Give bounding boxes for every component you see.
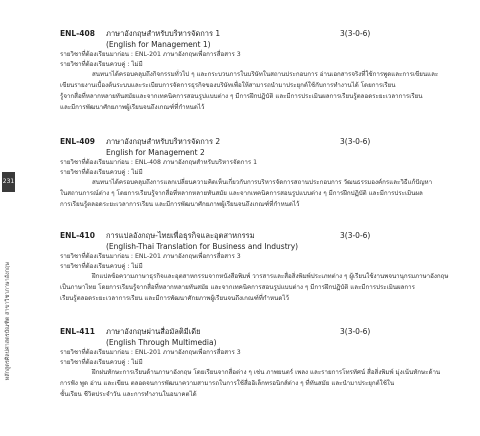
course-corequisite: รายวิชาที่ต้องเรียนควบคู่ : ไม่มี [60, 168, 143, 176]
course-block [60, 28, 452, 113]
course-title-th: ภาษาอังกฤษผ่านสื่อมัลติมีเดีย [106, 327, 201, 336]
course-description-line: ชั้นเรียน ชีวิตประจำวัน และการทำงานในอนาคตได้ [60, 391, 197, 398]
sidebar-vertical-text: หลักสูตรศิลปศาสตรบัณฑิต สาขาวิชาภาษาอังกฤษ [5, 262, 11, 381]
course-prerequisite: รายวิชาที่ต้องเรียนมาก่อน : ENL-201 ภาษาอังกฤษเพื่อการสื่อสาร 3 [60, 349, 241, 356]
course-description-line: การเรียนรู้ตลอดระยะเวลาการเรียน และมีการพัฒนาศักยภาพผู้เรียนจนถึงเกณฑ์ที่กำหนดไว้ [60, 201, 300, 208]
course-description-line: สนทนาได้ครอบคลุมถึงกิจกรรมทั่วไป ๆ และกระบวนการในบริษัทในสถานประกอบการ อ่านเอกสารจริงที่ใช้การพูดและการเขียนและ [92, 71, 439, 78]
course-description-line: ฝึกฝนทักษะการเรียนด้านภาษาอังกฤษ โดยเรียนจากสื่อต่าง ๆ เช่น ภาพยนตร์ เพลง และรายการโทรทัศน์ สื่อสิ่งพิมพ์ มุ่งเน้นทักษะด้าน [92, 369, 441, 376]
course-title-en: English for Management 2 [106, 148, 205, 157]
course-prerequisite: รายวิชาที่ต้องเรียนมาก่อน : ENL-201 ภาษาอังกฤษเพื่อการสื่อสาร 3 [60, 253, 241, 260]
course-description-line: สนทนาได้ครอบคลุมถึงการแลกเปลี่ยนความคิดเห็นเกี่ยวกับการบริหารจัดการสถานประกอบการ วัฒนธรรมองค์กรและวิธีแก้ปัญหา [92, 179, 433, 186]
course-block [60, 230, 452, 304]
course-credits: 3(3-0-6) [340, 137, 371, 146]
course-description-line: ในสถานการณ์ต่าง ๆ โดยการเรียนรู้จากสื่อที่หลากหลายทันสมัย และจากเทคนิคการสอนรูปแบบต่าง ๆ มีการฝึกปฏิบัติ และมีการประเมินผล [60, 190, 423, 197]
course-code: ENL-411 [60, 327, 95, 336]
course-block [60, 136, 452, 210]
course-credits: 3(3-0-6) [340, 29, 371, 38]
course-credits: 3(3-0-6) [340, 231, 371, 240]
course-prerequisite: รายวิชาที่ต้องเรียนมาก่อน : ENL-201 ภาษาอังกฤษเพื่อการสื่อสาร 3 [60, 51, 241, 58]
course-header [60, 136, 452, 147]
course-corequisite: รายวิชาที่ต้องเรียนควบคู่ : ไม่มี [60, 262, 143, 270]
course-code: ENL-409 [60, 137, 95, 146]
course-title-en: (English-Thai Translation for Business and Industry) [106, 242, 299, 251]
course-description-line: เขียนรายงานเบื้องต้นระบบและระเบียบการจัดการธุรกิจของบริษัทเพื่อให้สามารถนำมาประยุกต์ใช้กับการทำงานได้ โดยการเรียน [60, 82, 396, 89]
course-title-th: การแปลอังกฤษ-ไทยเพื่อธุรกิจและอุตสาหกรรม [106, 231, 255, 240]
course-corequisite: รายวิชาที่ต้องเรียนควบคู่ : ไม่มี [60, 358, 143, 366]
page-number-tab: 231 [2, 172, 15, 192]
course-corequisite: รายวิชาที่ต้องเรียนควบคู่ : ไม่มี [60, 60, 143, 68]
course-title-th: ภาษาอังกฤษสำหรับบริหารจัดการ 1 [106, 29, 221, 38]
course-description-line: รู้จากสื่อที่หลากหลายทันสมัยและจากเทคนิคการสอนรูปแบบต่าง ๆ มีการฝึกปฏิบัติ และมีการประเมินผลการเรียนรู้ตลอดระยะเวลาการเรียน [60, 93, 423, 100]
course-description-line: และมีการพัฒนาศักยภาพผู้เรียนจนถึงเกณฑ์ที่กำหนดไว้ [60, 104, 205, 111]
course-header [60, 28, 452, 39]
course-description-line: ฝึกแปลข้อความภาษาธุรกิจและอุตสาหกรรมจากหนังสือพิมพ์ วารสารและสื่อสิ่งพิมพ์ประเภทต่าง ๆ ผู้เรียนใช้งานพจนานุกรมภาษาอังกฤษ [92, 273, 449, 280]
course-description-line: การฟัง พูด อ่าน และเขียน ตลอดจนการพัฒนาความสามารถในการใช้สื่ออิเล็กทรอนิกส์ต่าง ๆ ที่ทันสมัย และนำมาประยุกต์ใช้ใน [60, 380, 395, 387]
course-block [60, 326, 452, 400]
course-header [60, 326, 452, 337]
course-code: ENL-408 [60, 29, 95, 38]
course-title-en: (English Through Multimedia) [106, 338, 217, 347]
course-header [60, 230, 452, 241]
course-prerequisite: รายวิชาที่ต้องเรียนมาก่อน : ENL-408 ภาษาอังกฤษสำหรับบริหารจัดการ 1 [60, 159, 258, 166]
course-credits: 3(3-0-6) [340, 327, 371, 336]
course-title-th: ภาษาอังกฤษสำหรับบริหารจัดการ 2 [106, 137, 221, 146]
course-description-line: เป็นภาษาไทย โดยการเรียนรู้จากสื่อที่หลากหลายทันสมัย และจากเทคนิคการสอนรูปแบบต่าง ๆ มีการฝึกปฏิบัติ และมีการประเมินผลการ [60, 284, 415, 291]
course-title-en: (English for Management 1) [106, 40, 211, 49]
course-description-line: เรียนรู้ตลอดระยะเวลาการเรียน และมีการพัฒนาศักยภาพผู้เรียนจนถึงเกณฑ์ที่กำหนดไว้ [60, 295, 289, 302]
course-code: ENL-410 [60, 231, 95, 240]
